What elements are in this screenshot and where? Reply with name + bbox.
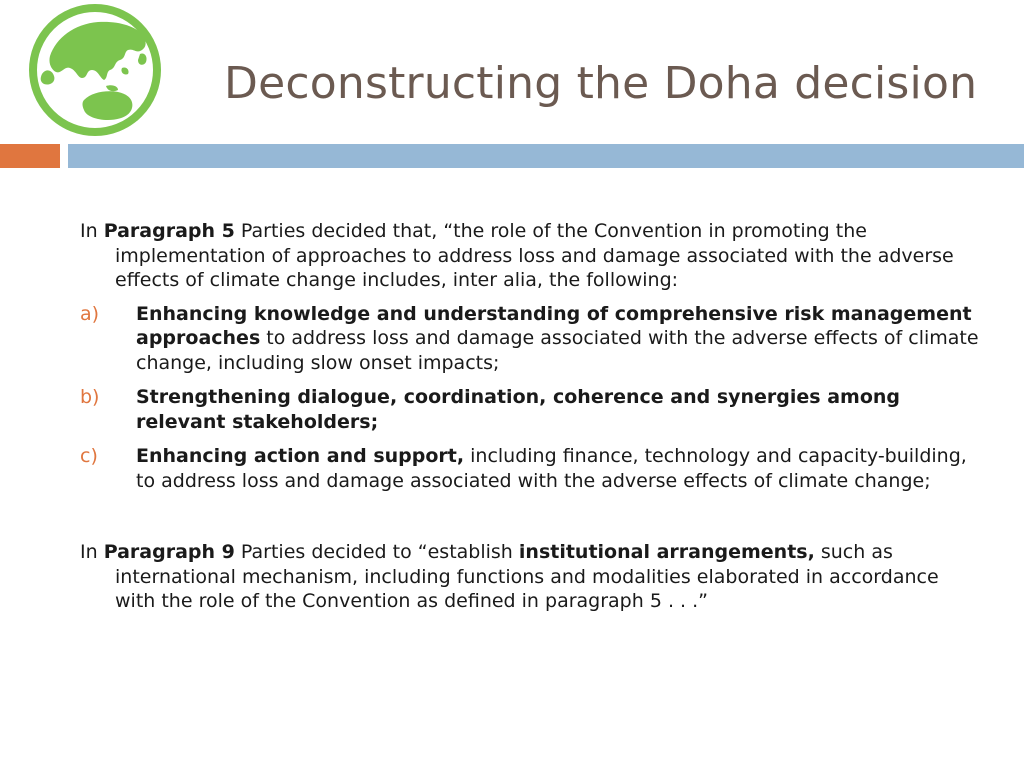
list-item: b) Strengthening dialogue, coordination, coherence and synergies among relevant stakeholders; <box>80 386 901 433</box>
slide-body <box>80 219 980 614</box>
list-item: c) Enhancing action and support, including finance, technology and capacity-building, to address loss and damage associated with the adverse effects of climate change; <box>80 445 967 492</box>
paragraph-5-label: Paragraph 5 <box>103 220 235 242</box>
list-marker: c) <box>80 445 98 467</box>
paragraph-9-label: Paragraph 9 <box>103 541 235 563</box>
list-marker: a) <box>80 302 100 325</box>
accent-bar-orange <box>0 144 60 168</box>
globe-icon <box>22 4 168 136</box>
list-item: a) Enhancing knowledge and understanding of comprehensive risk management approaches to address loss and damage associated with the adverse effects of climate change, including slow onset impacts; <box>80 302 979 374</box>
slide-title: Deconstructing the Doha decision <box>224 58 978 109</box>
list-marker: b) <box>80 386 100 408</box>
paragraph-9: In Paragraph 9 Parties decided to “establish institutional arrangements, such as international mechanism, including functions and modalities elaborated in accordance with the role of the Convention as defined in paragraph 5 . . .” <box>80 541 939 612</box>
decision-list <box>80 302 980 494</box>
paragraph-5: In Paragraph 5 Parties decided that, “the role of the Convention in promoting the implementation of approaches to address loss and damage associated with the adverse effects of climate change includes, inter alia, the following: <box>80 220 954 291</box>
accent-bar-blue <box>68 144 1024 168</box>
